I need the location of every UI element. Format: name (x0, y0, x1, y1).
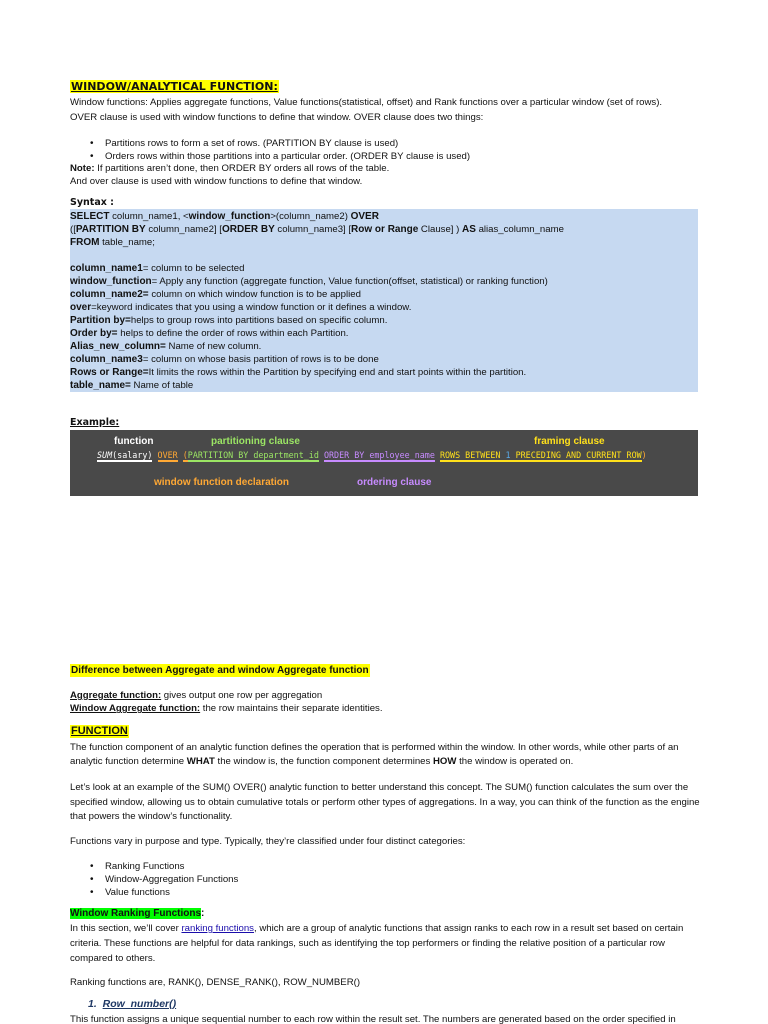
intro-line: OVER clause is used with window functions to define that window. OVER clause does two things: (70, 112, 484, 124)
keyword: Row or Range (351, 224, 419, 235)
keyword: AS (462, 224, 476, 235)
def-term: Order by= (70, 328, 118, 339)
ranking-paragraph (70, 921, 700, 966)
code-paren-close: ) (641, 450, 647, 460)
syntax-line-3 (70, 236, 698, 249)
syntax-def (70, 353, 698, 366)
syntax-def (70, 288, 698, 301)
aggregate-text: gives output one row per aggregation (161, 690, 323, 701)
code-sum: SUM (97, 450, 113, 460)
note (70, 162, 700, 175)
syntax-text: table_name; (99, 237, 155, 248)
def-term: column_name2= (70, 289, 149, 300)
list-item: • Partitions rows to form a set of rows. (PARTITION BY clause is used) (70, 137, 700, 150)
list-number: 1. (88, 998, 97, 1010)
aggregate-line (70, 702, 383, 715)
keyword: SELECT (70, 211, 110, 222)
ranking-heading-text: Window Ranking Functions (70, 908, 202, 919)
def-text: Name of new column. (165, 341, 262, 352)
code-order: ORDER BY employee_name (323, 450, 435, 460)
def-text: = column to be selected (142, 263, 245, 274)
note-label: Note: (70, 163, 95, 174)
keyword: PARTITION BY (75, 224, 146, 235)
row-number-heading (88, 998, 176, 1011)
aggregate-line (70, 689, 383, 702)
para-text: The function component of an analytic function defines the operation that is performed within the window. In other words, while other parts of an analytic function determine (70, 742, 679, 767)
def-term: table_name= (70, 380, 131, 391)
def-term: Partition by= (70, 315, 131, 326)
para-emphasis: WHAT (186, 756, 215, 767)
para-text: the window is, the function component determines (214, 756, 433, 767)
label-partitioning: partitioning clause (211, 436, 300, 447)
syntax-text: ([ (70, 224, 76, 235)
list-item: • Value functions (70, 886, 700, 899)
function-paragraph-1 (70, 741, 700, 769)
label-declaration: window function declaration (154, 477, 289, 488)
aggregate-term: Window Aggregate function: (70, 703, 201, 715)
label-framing: framing clause (534, 436, 605, 447)
list-item: • Window-Aggregation Functions (70, 873, 700, 886)
note2: And over clause is used with window functions to define that window. (70, 176, 363, 187)
row-number-paragraph: This function assigns a unique sequential number to each row within the result set. The numbers are generated based on the order specified in (70, 1014, 676, 1024)
def-text: helps to group rows into partitions based on specific column. (130, 315, 388, 326)
ranking-list: Ranking functions are, RANK(), DENSE_RANK(), ROW_NUMBER() (70, 977, 361, 988)
aggregate-definitions (70, 689, 383, 715)
example-diagram (70, 430, 698, 496)
syntax-text: Clause] ) (418, 224, 462, 235)
code-rows: ROWS BETWEEN (439, 450, 501, 460)
def-term: over (70, 302, 92, 313)
syntax-def (70, 366, 698, 379)
keyword: OVER (350, 211, 379, 222)
ranking-functions-link[interactable]: ranking functions (181, 923, 254, 934)
note-text: If partitions aren’t done, then ORDER BY orders all rows of the table. (94, 163, 390, 174)
def-text: column on which window function is to be applied (148, 289, 361, 300)
def-term: window_function (70, 276, 152, 287)
over-bullets (70, 137, 700, 163)
syntax-line-2 (70, 223, 698, 236)
aggregate-term: Aggregate function: (70, 690, 162, 701)
categories-list (70, 860, 700, 900)
syntax-blank (70, 249, 698, 262)
syntax-label: Syntax : (70, 197, 114, 208)
def-text: helps to define the order of rows within each Partition. (117, 328, 349, 339)
ranking-heading (70, 907, 204, 920)
para-text: the window is operated on. (456, 756, 574, 767)
intro-line: Window functions: Applies aggregate functions, Value functions(statistical, offset) and Rank functions over a particular window (set of rows). (70, 97, 663, 108)
keyword: ORDER BY (221, 224, 275, 235)
syntax-def (70, 262, 698, 275)
para-text: , which are a group of analytic functions that assign ranks to each row in a result set based on certain criteria. These functions are helpful for data rankings, such as identifying the top performers or finding the relative position of a particular row compared to others. (70, 923, 684, 964)
label-function: function (114, 436, 154, 447)
aggregate-text: the row maintains their separate identities. (200, 703, 383, 715)
code-over: OVER (157, 450, 178, 460)
def-text: =keyword indicates that you using a window function or it defines a window. (91, 302, 412, 313)
syntax-text: alias_column_name (475, 224, 564, 235)
function-heading: FUNCTION (71, 725, 128, 737)
syntax-def (70, 314, 698, 327)
intro-paragraph (70, 96, 700, 124)
syntax-line-1 (70, 210, 698, 223)
list-item: • Ranking Functions (70, 860, 700, 873)
keyword: FROM (70, 237, 100, 248)
syntax-text: column_name1, < (109, 211, 189, 222)
def-term: Rows or Range= (70, 367, 149, 378)
def-text: It limits the rows within the Partition by specifying end and start points within the partition. (148, 367, 527, 378)
section-title: WINDOW/ANALYTICAL FUNCTION: (71, 80, 278, 93)
para-emphasis: HOW (432, 756, 457, 767)
def-text: Name of table (130, 380, 194, 391)
ranking-heading-colon: : (201, 908, 205, 919)
difference-heading: Difference between Aggregate and window Aggregate function (71, 665, 369, 676)
syntax-text: column_name3] [ (274, 224, 352, 235)
label-ordering: ordering clause (357, 477, 432, 488)
syntax-def (70, 327, 698, 340)
syntax-box (70, 209, 698, 392)
example-label: Example: (70, 417, 120, 428)
syntax-def (70, 301, 698, 314)
def-term: column_name1 (70, 263, 143, 274)
code-one: 1 (505, 450, 511, 460)
syntax-text: >(column_name2) (270, 211, 351, 222)
def-term: column_name3 (70, 354, 143, 365)
syntax-def (70, 340, 698, 353)
code-paren-open: ( (182, 450, 188, 460)
def-term: Alias_new_column= (70, 341, 166, 352)
def-text: = column on whose basis partition of rows is to be done (142, 354, 379, 365)
def-text: = Apply any function (aggregate function, Value function(offset, statistical) or ranking function) (151, 276, 548, 287)
keyword: window_function (188, 211, 271, 222)
list-item: • Orders rows within those partitions into a particular order. (ORDER BY clause is used) (70, 150, 700, 163)
para-text: In this section, we’ll cover (70, 923, 182, 934)
code-preceding: PRECEDING AND CURRENT ROW (515, 450, 642, 460)
example-code (97, 449, 647, 462)
syntax-def (70, 275, 698, 288)
syntax-def (70, 379, 698, 392)
syntax-text: column_name2] [ (145, 224, 222, 235)
code-arg: (salary) (112, 450, 153, 460)
function-paragraph-2: Let’s look at an example of the SUM() OVER() analytic function to better understand this concept. The SUM() function calculates the sum over the specified window, allowing us to obtain cumulative totals or perform other types of aggregations. In a way, you can think of the function as the engine that powers the window’s functionality. (70, 782, 700, 822)
function-paragraph-3: Functions vary in purpose and type. Typically, they’re classified under four distinct categories: (70, 836, 466, 847)
code-partition: PARTITION BY department_id (187, 450, 319, 460)
row-number-title: Row_number() (102, 998, 177, 1010)
